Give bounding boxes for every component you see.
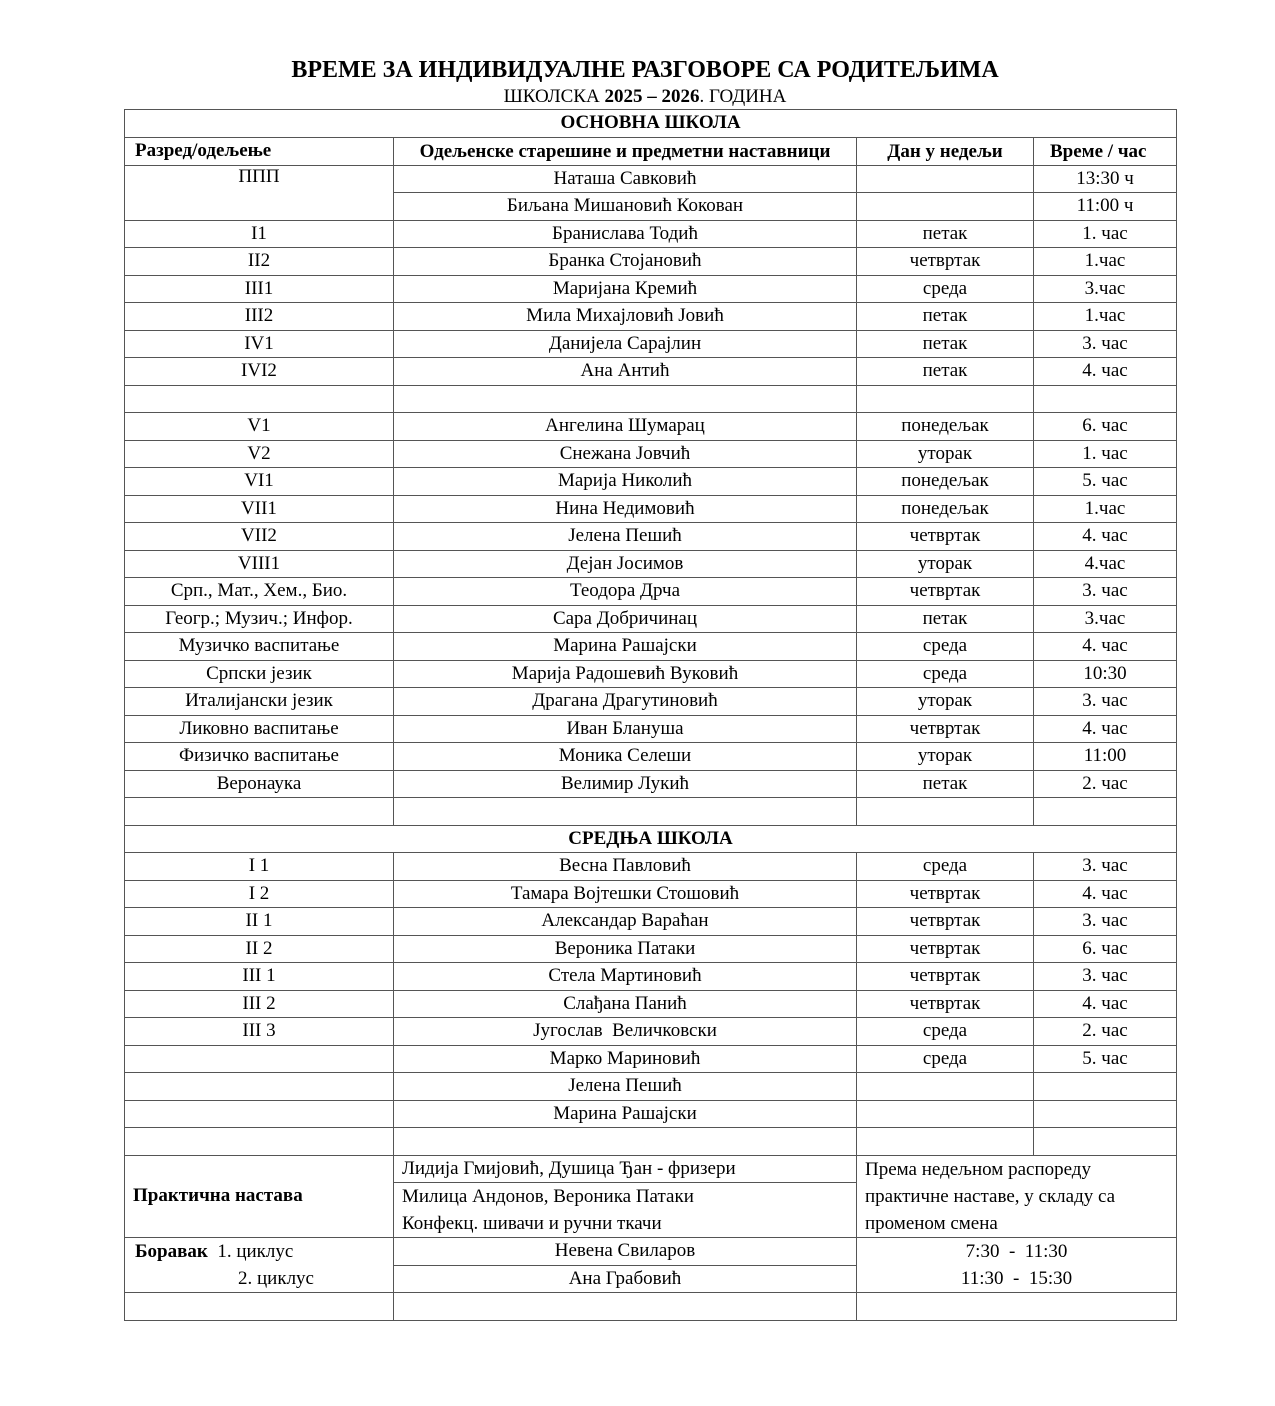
cell-teacher: Дејан Јосимов [394,550,857,578]
cell-teacher: Марина Рашајски [394,1100,857,1128]
empty-cell [394,1128,857,1156]
cell-day: четвртак [857,963,1034,991]
cell-class: VII2 [125,523,394,551]
header-class: Разред/одељење [125,137,394,165]
cell-teacher: Иван Блануша [394,715,857,743]
cell-time: 1.час [1034,495,1177,523]
cell-time [1034,1100,1177,1128]
cell-class [125,1100,394,1128]
table-row [125,358,1177,386]
cell-day: петак [857,770,1034,798]
table-row [125,880,1177,908]
table-row [125,1073,1177,1101]
section-title-primary: ОСНОВНА ШКОЛА [125,110,1177,138]
cell-day: уторак [857,550,1034,578]
subtitle-years: 2025 – 2026 [604,86,700,107]
cell-teacher: Јелена Пешић [394,523,857,551]
table-row [125,990,1177,1018]
aftercare-label-cell [125,1238,394,1293]
section-title-secondary: СРЕДЊА ШКОЛА [125,825,1177,853]
cell-class: Срп., Мат., Хем., Био. [125,578,394,606]
cell-time: 4. час [1034,990,1177,1018]
cell-day: четвртак [857,908,1034,936]
document-title: ВРЕМЕ ЗА ИНДИВИДУАЛНЕ РАЗГОВОРЕ СА РОДИТЕЉИМА [291,57,999,83]
cell-day: уторак [857,440,1034,468]
cell-time: 3.час [1034,605,1177,633]
cell-day: четвртак [857,880,1034,908]
cell-day: четвртак [857,523,1034,551]
cell-day: четвртак [857,990,1034,1018]
cell-class: I 2 [125,880,394,908]
cell-teacher: Нина Недимовић [394,495,857,523]
cell-teacher: Југослав Величковски [394,1018,857,1046]
practical-label: Практична настава [125,1155,394,1238]
table-row [125,275,1177,303]
practical-teachers-line3: Конфекц. шивачи и ручни ткачи [402,1213,662,1234]
cell-time: 11:00 ч [1034,193,1177,221]
cell-class [125,1073,394,1101]
table-row [125,440,1177,468]
aftercare-cycle2: 2. циклус [238,1268,314,1289]
cell-class: II2 [125,248,394,276]
empty-cell [125,1128,394,1156]
cell-day: среда [857,853,1034,881]
cell-class: Веронаука [125,770,394,798]
cell-day: понедељак [857,495,1034,523]
table-row [125,770,1177,798]
empty-cell [857,1128,1034,1156]
cell-teacher: Биљана Мишановић Кокован [394,193,857,221]
cell-class: III1 [125,275,394,303]
cell-class: ППП [125,165,394,220]
table-row [125,633,1177,661]
cell-time: 1. час [1034,220,1177,248]
aftercare-cycle1: 1. циклус [217,1241,294,1262]
table-row [125,605,1177,633]
table-row [125,853,1177,881]
table-row [125,248,1177,276]
cell-time: 1.час [1034,248,1177,276]
empty-cell [857,798,1034,826]
cell-class: Ликовно васпитање [125,715,394,743]
table-row [125,908,1177,936]
aftercare-time1: 7:30 - 11:30 [965,1241,1068,1262]
cell-day: среда [857,660,1034,688]
cell-time: 2. час [1034,1018,1177,1046]
cell-teacher: Марија Николић [394,468,857,496]
table-row [125,1045,1177,1073]
cell-class: VII1 [125,495,394,523]
table-row [125,715,1177,743]
table-row [125,165,1177,193]
empty-cell [394,385,857,413]
cell-teacher: Данијела Сарајлин [394,330,857,358]
cell-teacher: Моника Селеши [394,743,857,771]
cell-time: 5. час [1034,1045,1177,1073]
cell-teacher: Снежана Јовчић [394,440,857,468]
cell-class: III 3 [125,1018,394,1046]
cell-teacher: Велимир Лукић [394,770,857,798]
empty-cell [125,1293,394,1321]
cell-class: VIII1 [125,550,394,578]
subtitle-prefix: ШКОЛСКА [503,86,605,107]
table-row [125,413,1177,441]
cell-day: среда [857,1045,1034,1073]
cell-class: VI1 [125,468,394,496]
cell-time: 4. час [1034,633,1177,661]
cell-class: III 1 [125,963,394,991]
cell-teacher: Наташа Савковић [394,165,857,193]
cell-class: Српски језик [125,660,394,688]
cell-teacher: Марија Радошевић Вуковић [394,660,857,688]
cell-teacher: Бранислава Тодић [394,220,857,248]
cell-time: 11:00 [1034,743,1177,771]
cell-teacher: Драгана Драгутиновић [394,688,857,716]
table-row [125,743,1177,771]
cell-day: понедељак [857,413,1034,441]
cell-class: I1 [125,220,394,248]
cell-day [857,193,1034,221]
cell-teacher: Јелена Пешић [394,1073,857,1101]
cell-day: петак [857,303,1034,331]
cell-time: 1.час [1034,303,1177,331]
cell-class: Геогр.; Музич.; Инфор. [125,605,394,633]
table-row [125,1100,1177,1128]
header-time: Време / час [1034,137,1177,165]
section-row-secondary [125,825,1177,853]
cell-day: понедељак [857,468,1034,496]
aftercare-row [125,1238,1177,1266]
cell-time: 13:30 ч [1034,165,1177,193]
cell-time: 4. час [1034,358,1177,386]
cell-teacher: Ана Антић [394,358,857,386]
empty-row [125,1293,1177,1321]
cell-teacher: Сара Добричинац [394,605,857,633]
empty-cell [1034,1128,1177,1156]
table-row [125,523,1177,551]
cell-teacher: Весна Павловић [394,853,857,881]
subtitle-suffix: . ГОДИНА [699,86,787,107]
table-row [125,550,1177,578]
cell-time: 3. час [1034,688,1177,716]
cell-teacher: Теодора Дрча [394,578,857,606]
aftercare-times [857,1238,1177,1293]
table-row [125,578,1177,606]
cell-teacher: Александар Вараћан [394,908,857,936]
cell-day: петак [857,330,1034,358]
header-row [125,137,1177,165]
practical-row [125,1155,1177,1183]
cell-time: 3. час [1034,578,1177,606]
cell-teacher: Маријана Кремић [394,275,857,303]
cell-time: 4. час [1034,715,1177,743]
table-row [125,330,1177,358]
cell-time: 10:30 [1034,660,1177,688]
empty-cell [394,1293,857,1321]
cell-day: уторак [857,743,1034,771]
cell-class: Физичко васпитање [125,743,394,771]
practical-schedule: Према недељном распореду практичне наставе, у складу са променом смена [857,1155,1177,1238]
cell-day: четвртак [857,715,1034,743]
aftercare-time2: 11:30 - 15:30 [960,1268,1073,1289]
cell-teacher: Стела Мартиновић [394,963,857,991]
cell-class: I 1 [125,853,394,881]
header-day: Дан у недељи [857,137,1034,165]
cell-time: 4.час [1034,550,1177,578]
cell-day: петак [857,358,1034,386]
cell-teacher: Марина Рашајски [394,633,857,661]
empty-cell [857,1293,1177,1321]
empty-cell [1034,385,1177,413]
schedule-table [124,109,1177,1321]
cell-day: четвртак [857,935,1034,963]
cell-class: II 2 [125,935,394,963]
cell-time: 3. час [1034,908,1177,936]
aftercare-label: Боравак [135,1241,208,1262]
cell-time: 3.час [1034,275,1177,303]
cell-class: Музичко васпитање [125,633,394,661]
section-row-primary [125,110,1177,138]
cell-time: 5. час [1034,468,1177,496]
cell-time: 2. час [1034,770,1177,798]
cell-time: 3. час [1034,963,1177,991]
cell-class: III 2 [125,990,394,1018]
cell-time [1034,1073,1177,1101]
cell-day [857,1073,1034,1101]
aftercare-teacher1: Невена Свиларов [394,1238,857,1266]
table-row [125,495,1177,523]
empty-cell [394,798,857,826]
cell-day: четвртак [857,248,1034,276]
empty-cell [857,385,1034,413]
cell-time: 6. час [1034,935,1177,963]
document-subtitle [0,86,1275,108]
empty-row [125,1128,1177,1156]
cell-day: уторак [857,688,1034,716]
practical-teachers-line1: Лидија Гмијовић, Душица Ђан - фризери [394,1155,857,1183]
table-row [125,303,1177,331]
cell-day: среда [857,633,1034,661]
cell-class: III2 [125,303,394,331]
cell-time: 1. час [1034,440,1177,468]
cell-day: среда [857,1018,1034,1046]
cell-teacher: Марко Мариновић [394,1045,857,1073]
cell-teacher: Мила Михајловић Јовић [394,303,857,331]
cell-teacher: Тамара Војтешки Стошовић [394,880,857,908]
cell-day [857,1100,1034,1128]
cell-time: 4. час [1034,523,1177,551]
empty-cell [125,385,394,413]
cell-class: V1 [125,413,394,441]
table-row [125,935,1177,963]
cell-day: среда [857,275,1034,303]
table-row [125,468,1177,496]
table-row [125,660,1177,688]
cell-teacher: Слађана Панић [394,990,857,1018]
cell-teacher: Бранка Стојановић [394,248,857,276]
cell-time: 3. час [1034,330,1177,358]
cell-class: IV1 [125,330,394,358]
cell-class [125,1045,394,1073]
cell-day: петак [857,220,1034,248]
empty-row [125,385,1177,413]
table-row [125,688,1177,716]
table-row [125,1018,1177,1046]
cell-day: четвртак [857,578,1034,606]
cell-class: II 1 [125,908,394,936]
cell-time: 3. час [1034,853,1177,881]
empty-cell [1034,798,1177,826]
cell-teacher: Ангелина Шумарац [394,413,857,441]
practical-teachers-line2: Милица Андонов, Вероника Патаки [402,1186,694,1207]
table-row [125,220,1177,248]
cell-day: петак [857,605,1034,633]
aftercare-teacher2: Ана Грабовић [394,1265,857,1293]
cell-class: V2 [125,440,394,468]
cell-time: 6. час [1034,413,1177,441]
cell-class: Италијански језик [125,688,394,716]
table-row [125,963,1177,991]
header-teachers: Одељенске старешине и предметни наставници [394,137,857,165]
cell-time: 4. час [1034,880,1177,908]
empty-cell [125,798,394,826]
cell-day [857,165,1034,193]
cell-class: IVI2 [125,358,394,386]
empty-row [125,798,1177,826]
practical-teachers-line2-3 [394,1183,857,1238]
cell-teacher: Вероника Патаки [394,935,857,963]
